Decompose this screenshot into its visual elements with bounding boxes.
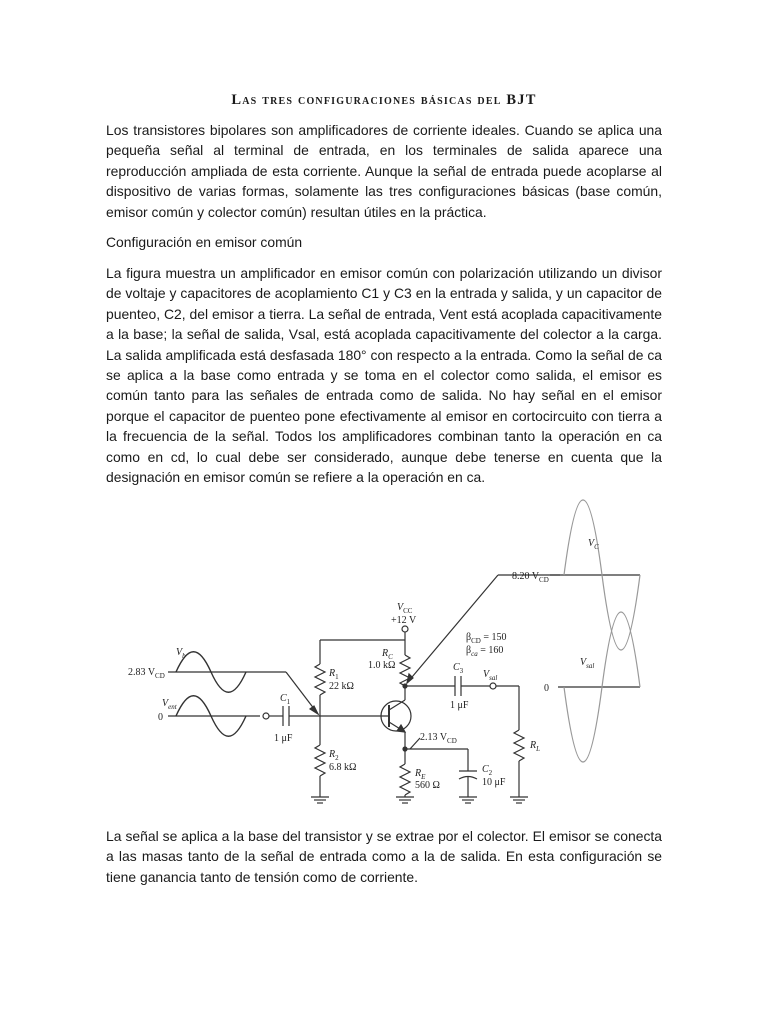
c3-label: $C_3$ (453, 662, 464, 675)
rc-label: $R_C$ (382, 648, 393, 661)
re-value: 560 Ω (415, 780, 440, 791)
vsal-node-label: $V_{sal}$ (483, 669, 498, 682)
r2-label: $R_2$ (329, 749, 339, 762)
r2-resistor (315, 745, 325, 776)
vcc-value: +12 V (391, 615, 417, 626)
rc-value: 1.0 kΩ (368, 660, 396, 671)
body-paragraph: La figura muestra un amplificador en emisor común con polarización utilizando un divisor de voltaje y capacitores de acoplamiento C1 y C3 en la entrada y salida, y un capacitor de puenteo, C2, del emisor a tierra. La señal de entrada, Vent está acoplada capacitivamente a la base; la señal de salida, Vsal, está acoplada capacitivamente del colector a la carga. La salida amplificada está desfasada 180° con respecto a la entrada. Como la señal de ca se aplica a la base como entrada y se toma en el colector como salida, el emisor es común tanto para las señales de entrada como de salida. No hay señal en el emisor porque el capacitor de puenteo pone efectivamente al emisor en cortocircuito con tierra a la frecuencia de la señal. Todos los amplificadores combinan tanto la operación en ca como en cd, lo cual debe ser considerado, aunque debe tenerse en cuenta que la designación en emisor común se refiere a la operación en ca. (106, 265, 662, 486)
vcc-label: $V_{CC}$ (397, 602, 413, 615)
vent-label: $V_{ent}$ (162, 698, 177, 711)
rl-resistor (514, 730, 524, 761)
r1-label: $R_1$ (329, 668, 339, 681)
beta-ac-label: $\beta_{ca} = 160$ (466, 645, 504, 658)
vc-dc-value: 8.20 $V_{CD}$ (512, 571, 549, 584)
re-label: $R_E$ (415, 768, 426, 781)
closing-paragraph: La señal se aplica a la base del transistor y se extrae por el colector. El emisor se conecta a las masas tanto de la señal de entrada como a la de salida. En esta configuración se tiene ganancia tanto de tensión como de corriente. (106, 828, 662, 885)
vent-zero: 0 (158, 712, 163, 723)
section-heading: Configuración en emisor común (106, 234, 303, 250)
re-resistor (400, 764, 410, 795)
vcc-terminal (402, 626, 408, 632)
r1-value: 22 kΩ (329, 681, 354, 692)
beta-dc-label: $\beta_{CD} = 150$ (466, 632, 507, 645)
vsal-zero: 0 (544, 683, 549, 694)
intro-paragraph: Los transistores bipolares son amplificadores de corriente ideales. Cuando se aplica una pequeña señal al terminal de entrada, en los terminales de salida aparece una reproducción ampliada de esta corriente. Aunque la señal de entrada puede acoplarse al dispositivo de varias formas, solamente las tres configuraciones básicas (base común, emisor común y colector común) resultan útiles en la práctica. (106, 122, 662, 220)
c3-value: 1 μF (450, 700, 469, 711)
output-terminal (490, 683, 496, 689)
c1-value: 1 μF (274, 733, 293, 744)
r2-value: 6.8 kΩ (329, 762, 357, 773)
c1-label: $C_1$ (280, 693, 291, 706)
document-title: Las tres configuraciones básicas del BJT (231, 92, 537, 108)
input-terminal (263, 713, 269, 719)
vc-label: $V_C$ (588, 538, 599, 551)
c2-label: $C_2$ (482, 764, 493, 777)
vb-dc-value: 2.83 $V_{CD}$ (128, 667, 165, 680)
vsal-label: $V_{sal}$ (580, 657, 595, 670)
vb-label: $V_b$ (176, 647, 186, 660)
ve-dc-value: 2.13 $V_{CD}$ (420, 732, 457, 745)
c2-value: 10 μF (482, 777, 506, 788)
rl-label: $R_L$ (530, 740, 541, 753)
r1-resistor (315, 664, 325, 695)
